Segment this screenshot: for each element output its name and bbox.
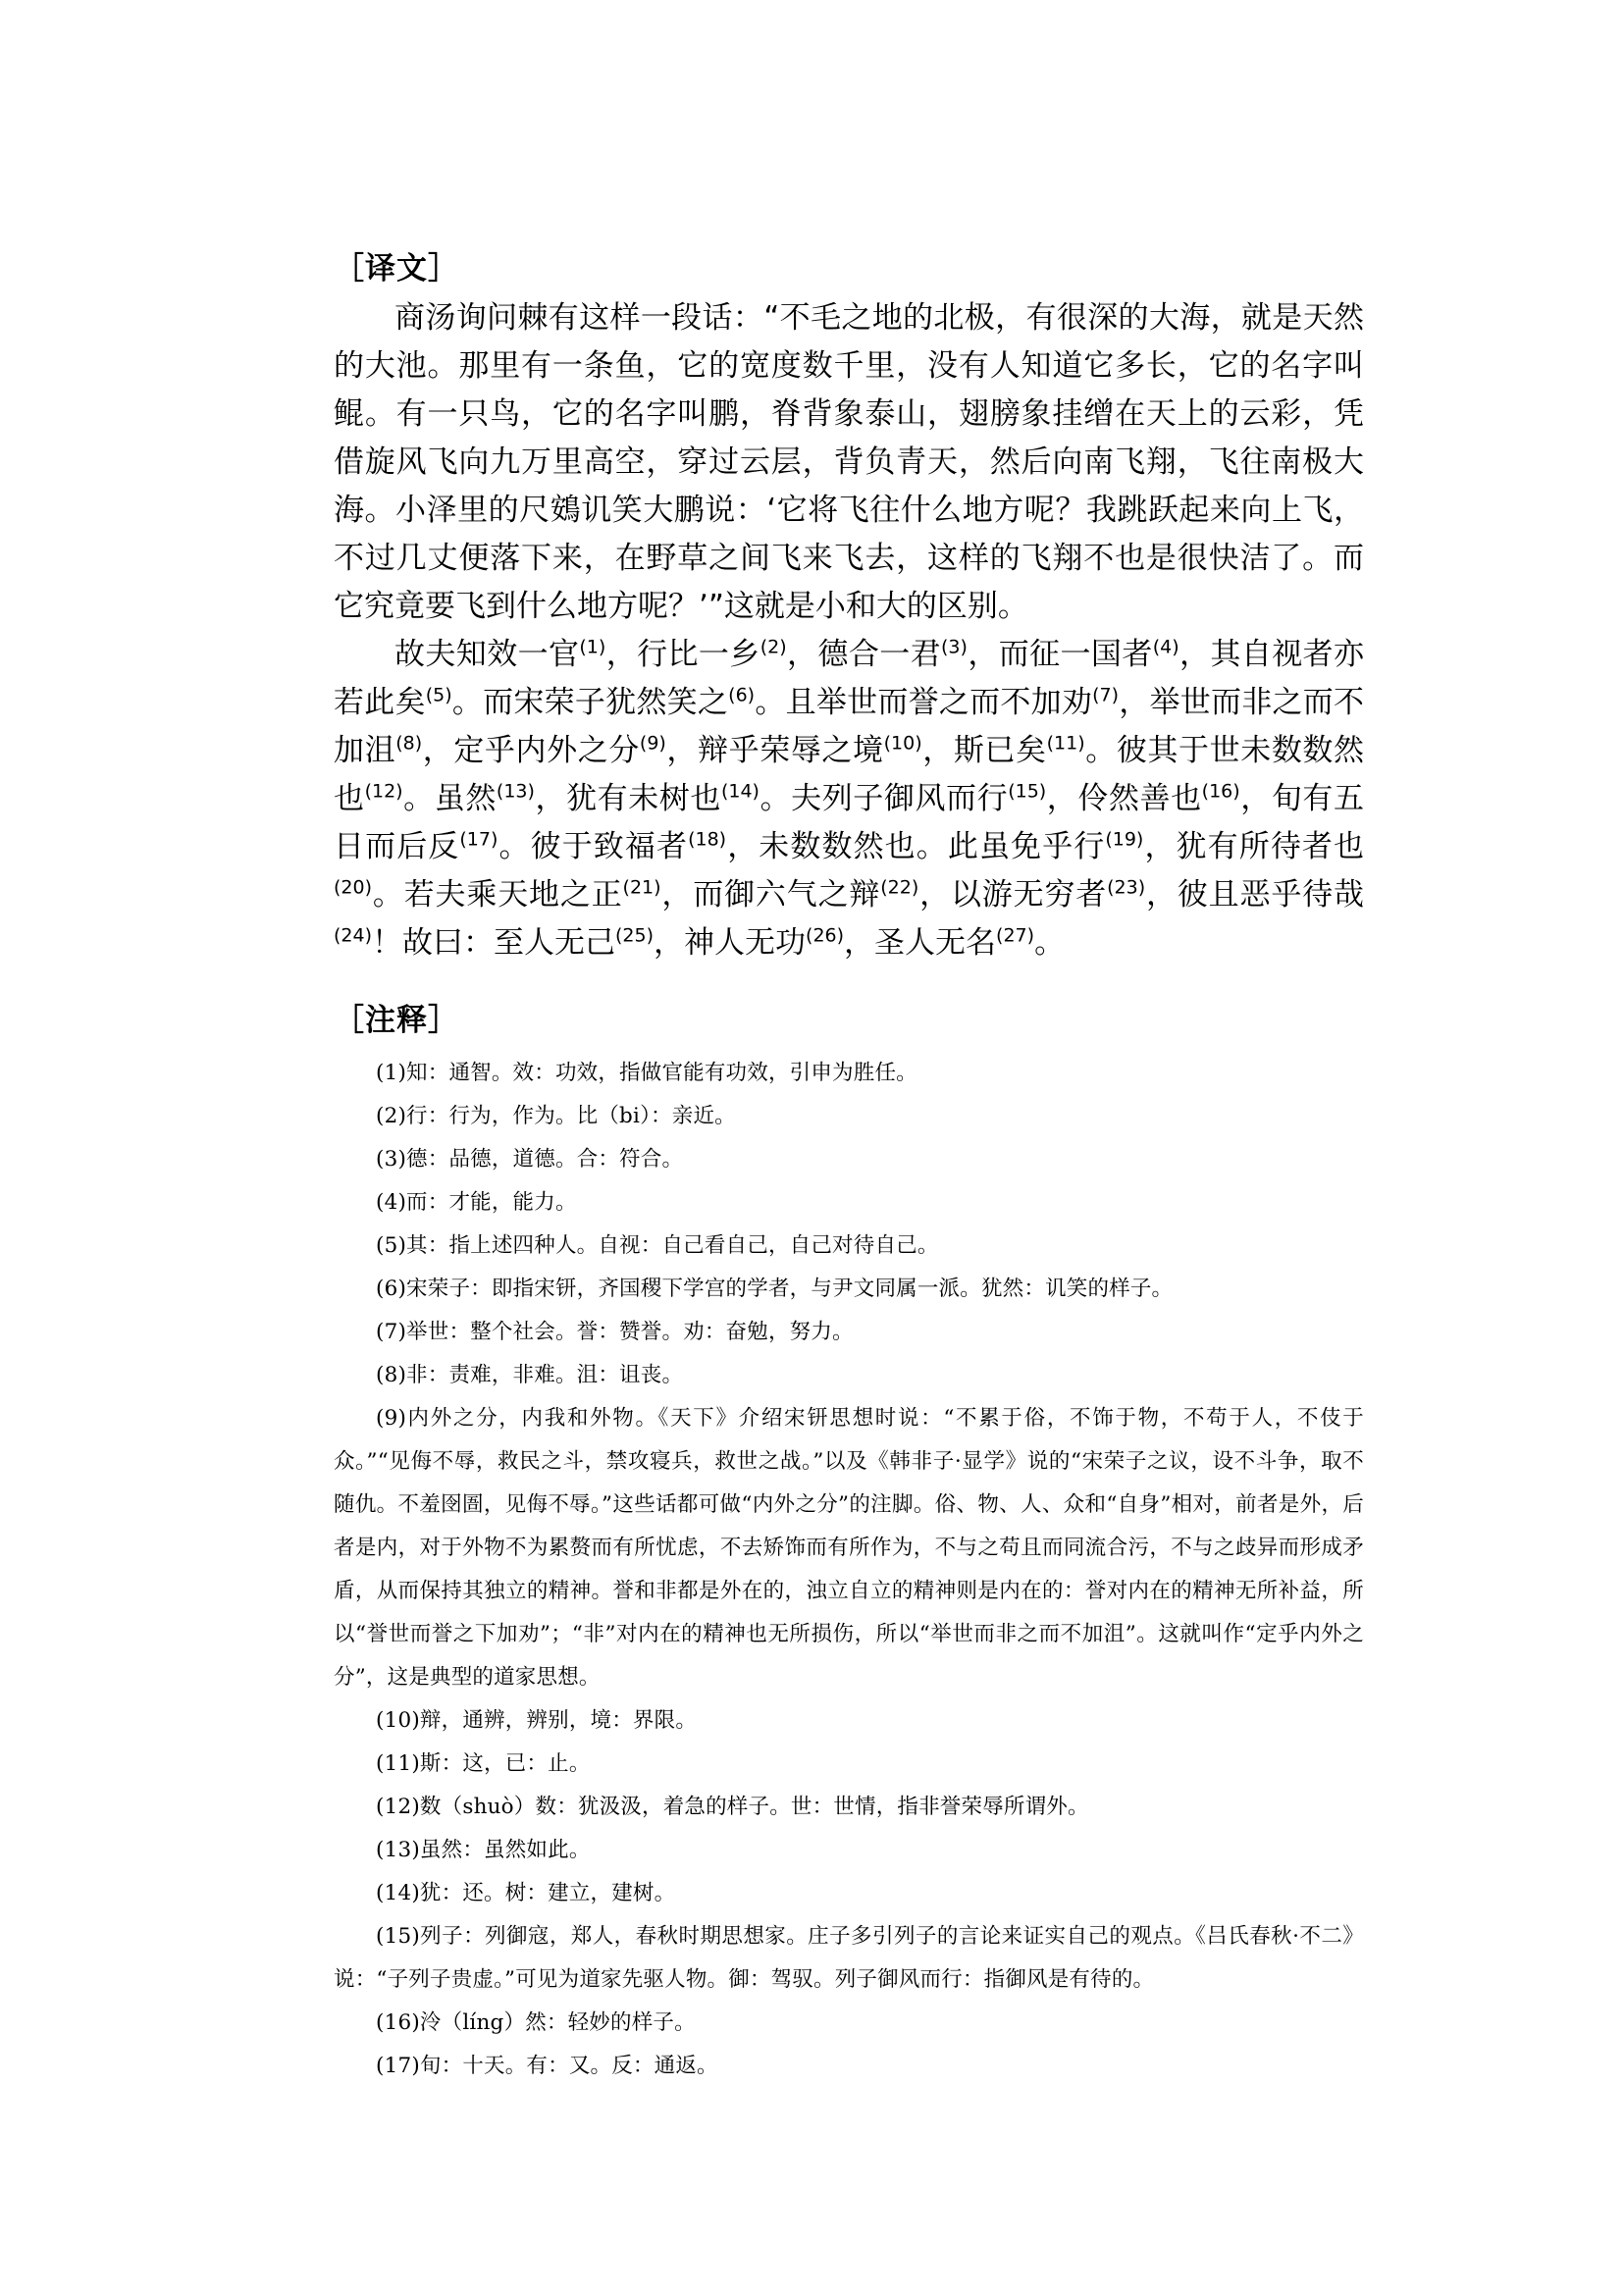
original-text-segment: 。彼其于世未数数然也: [334, 733, 1365, 816]
footnote-ref: (1): [579, 636, 606, 658]
footnote-ref: (22): [880, 876, 919, 899]
document-page: [334, 243, 1364, 2088]
original-text-segment: ，辩乎荣辱之境: [665, 733, 884, 768]
footnote-ref: (24): [334, 924, 373, 947]
note-item: (10)辩，通辨，辨别，境：界限。: [376, 1708, 698, 1733]
note-item: (6)宋荣子：即指宋钘，齐国稷下学宫的学者，与尹文同属一派。犹然：讥笑的样子。: [376, 1277, 1174, 1301]
footnote-ref: (21): [622, 876, 661, 899]
footnote-ref: (27): [996, 924, 1035, 947]
footnote-ref: (3): [941, 636, 968, 658]
footnote-ref: (7): [1092, 684, 1120, 706]
footnote-ref: (15): [1008, 780, 1047, 803]
original-text-segment: ，行比一乡: [605, 637, 760, 672]
note-item: (4)而：才能，能力。: [376, 1190, 577, 1215]
note-item: (13)虽然：虽然如此。: [376, 1838, 591, 1862]
original-text-segment: ，举世而非之而不加沮: [334, 685, 1365, 768]
footnote-ref: (11): [1046, 732, 1085, 755]
original-text-segment: ，犹有未树也: [534, 781, 721, 816]
footnote-ref: (13): [496, 780, 535, 803]
original-text-segment: ，其自视者亦若此矣: [334, 637, 1365, 720]
original-text-segment: ，德合一君: [786, 637, 942, 672]
footnote-ref: (2): [760, 636, 787, 658]
note-item: (14)犹：还。树：建立，建树。: [376, 1881, 676, 1905]
note-item: (12)数（shuò）数：犹汲汲，着急的样子。世：世情，指非誉荣辱所谓外。: [376, 1795, 1089, 1819]
original-text-segment: 。而宋荣子犹然笑之: [451, 685, 729, 720]
footnote-ref: (17): [459, 828, 498, 851]
original-text-segment: 故夫知效一官: [394, 637, 580, 672]
original-text-segment: ，以游无穷者: [918, 877, 1108, 912]
footnote-ref: (6): [728, 684, 756, 706]
original-text-segment: ，定乎内外之分: [422, 733, 640, 768]
note-item: (11)斯：这，已：止。: [376, 1751, 591, 1776]
translation-heading: ［译文］: [334, 251, 459, 287]
original-text-segment: ，斯已矣: [921, 733, 1047, 768]
original-text-segment: ，旬有五日而后反: [334, 781, 1364, 864]
note-item: (8)非：责难，非难。沮：诅丧。: [376, 1363, 684, 1387]
footnote-ref: (25): [615, 924, 655, 947]
translation-paragraph: 商汤询问棘有这样一段话：“不毛之地的北极，有很深的大海，就是天然的大池。那里有一条鱼，它的宽度数千里，没有人知道它多长，它的名字叫鲲。有一只鸟，它的名字叫鹏，脊背象泰山，翅膀象挂缯在天上的云彩，凭借旋风飞向九万里高空，穿过云层，背负青天，然后向南飞翔，飞往南极大海。小泽里的尺鴳讥笑大鹏说：‘它将飞往什么地方呢？我跳跃起来向上飞，不过几丈便落下来，在野草之间飞来飞去，这样的飞翔不也是很快洁了。而它究竟要飞到什么地方呢？’”这就是小和大的区别。: [334, 300, 1364, 624]
note-item: (2)行：行为，作为。比（bi）：亲近。: [376, 1104, 736, 1128]
footnote-ref: (20): [334, 876, 373, 899]
footnote-ref: (8): [395, 732, 423, 755]
note-item: (9)内外之分，内我和外物。《天下》介绍宋钘思想时说：“不累于俗，不饰于物，不苟于人，不伎于众。”“见侮不辱，救民之斗，禁攻寝兵，救世之战。”以及《韩非子·显学》说的“宋荣子之议，设不斗争，取不随仇。不羞囹圄，见侮不辱。”这些话都可做“内外之分”的注脚。俗、物、人、众和“自身”相对，前者是外，后者是内，对于外物不为累赘而有所忧虑，不去矫饰而有所作为，不与之苟且而同流合污，不与之歧异而形成矛盾，从而保持其独立的精神。誉和非都是外在的，浊立自立的精神则是内在的：誉对内在的精神无所补益，所以“誉世而誉之下加劝”；“非”对内在的精神也无所损伤，所以“举世而非之而不加沮”。这就叫作“定乎内外之分”，这是典型的道家思想。: [334, 1406, 1364, 1690]
footnote-ref: (23): [1107, 876, 1146, 899]
original-text-paragraph: [334, 631, 1364, 967]
footnote-ref: (19): [1105, 828, 1144, 851]
original-text-segment: ，神人无功: [654, 925, 807, 961]
note-item: (17)旬：十天。有：又。反：通返。: [376, 2054, 718, 2078]
note-item: (16)泠（líng）然：轻妙的样子。: [376, 2010, 696, 2035]
footnote-ref: (9): [639, 732, 666, 755]
original-text-segment: ，而御六气之辩: [660, 877, 881, 912]
note-item: (15)列子：列御寇，郑人，春秋时期思想家。庄子多引列子的言论来证实自己的观点。《吕氏春秋·不二》说：“子列子贵虚。”可见为道家先驱人物。御：驾驭。列子御风而行：指御风是有待的。: [334, 1924, 1364, 1992]
original-text-segment: ，而征一国者: [967, 637, 1153, 672]
original-text-segment: ，彼且恶乎待哉: [1145, 877, 1365, 912]
note-item: (3)德：品德，道德。合：符合。: [376, 1147, 684, 1172]
note-item: (7)举世：整个社会。誉：赞誉。劝：奋勉，努力。: [376, 1320, 854, 1344]
original-text-segment: ，未数数然也。此虽免乎行: [726, 829, 1106, 864]
footnote-ref: (26): [806, 924, 845, 947]
original-text-segment: 。: [1034, 925, 1066, 961]
footnote-ref: (16): [1201, 780, 1240, 803]
original-text-segment: ，犹有所待者也: [1143, 829, 1365, 864]
notes-list: [334, 1052, 1364, 2088]
footnote-ref: (4): [1152, 636, 1179, 658]
original-text-segment: ，伶然善也: [1046, 781, 1202, 816]
footnote-ref: (12): [364, 780, 403, 803]
original-text-segment: 。且举世而誉之而不加劝: [755, 685, 1093, 720]
original-text-segment: 。若夫乘天地之正: [372, 877, 623, 912]
note-item: (1)知：通智。效：功效，指做官能有功效，引申为胜任。: [376, 1061, 917, 1085]
original-text-segment: 。虽然: [402, 781, 497, 816]
footnote-ref: (14): [720, 780, 760, 803]
original-text-segment: 。彼于致福者: [498, 829, 689, 864]
footnote-ref: (10): [883, 732, 922, 755]
note-item: (5)其：指上述四种人。自视：自己看自己，自己对待自己。: [376, 1233, 939, 1258]
footnote-ref: (5): [425, 684, 452, 706]
notes-heading: ［注释］: [334, 1003, 459, 1038]
footnote-ref: (18): [688, 828, 727, 851]
original-text-segment: ，圣人无名: [844, 925, 997, 961]
original-text-segment: 。夫列子御风而行: [759, 781, 1009, 816]
original-text-segment: ！故曰：至人无己: [372, 925, 616, 961]
